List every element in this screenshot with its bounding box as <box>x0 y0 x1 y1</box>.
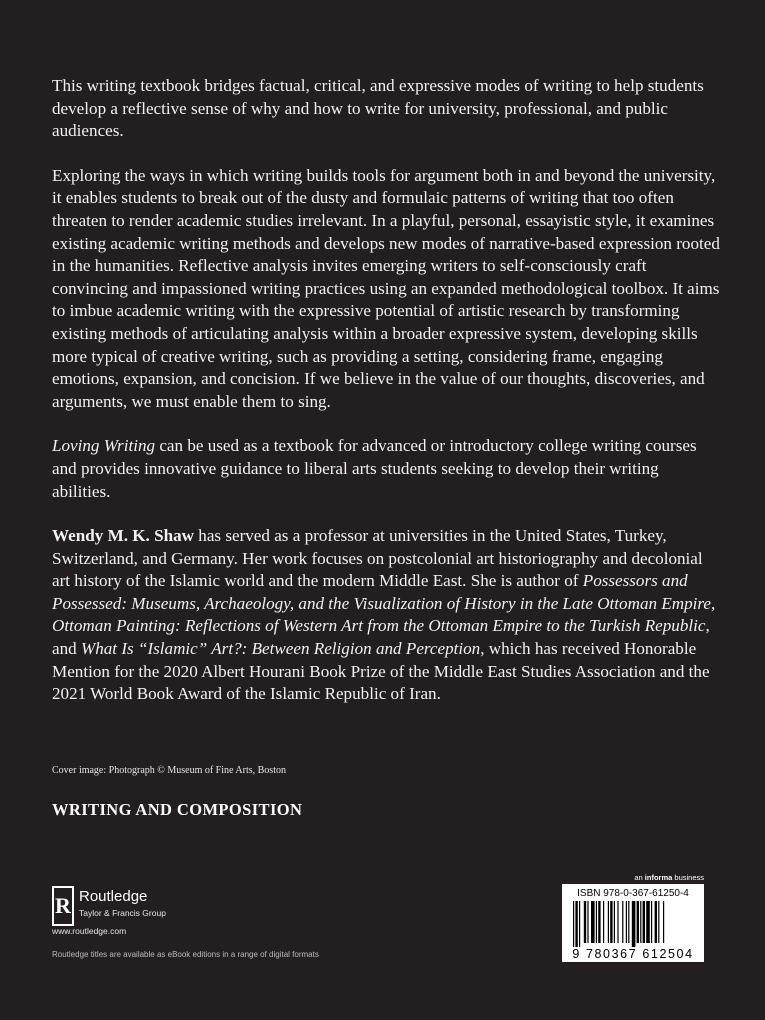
barcode-digits: 9 780367 612504 <box>572 947 694 961</box>
back-cover-blurb <box>52 75 720 706</box>
barcode-bar <box>643 901 645 943</box>
barcode-bar <box>596 901 597 943</box>
cover-image-credit: Cover image: Photograph © Museum of Fine Arts, Boston <box>52 765 286 776</box>
blurb-paragraph-2: Exploring the ways in which writing builds tools for argument both in and beyond the university, it enables students to break out of the dusty and formulaic patterns of writing that too often threaten to render academic studies irrelevant. In a playful, personal, essayistic style, it examines existing academic writing methods and develops new modes of narrative-based expression rooted in the humanities. Reflective analysis invites emerging writers to self-consciously craft convincing and impassioned writing practices using an expanded methodological toolbox. It aims to imbue academic writing with the expressive potential of artistic research by transforming existing methods of articulating analysis within a broader expressive system, developing skills more typical of creative writing, such as providing a setting, considering frame, engaging emotions, expansion, and concision. If we believe in the value of our thoughts, discoveries, and arguments, we must enable them to sing. <box>52 165 720 411</box>
barcode-bar <box>614 901 615 943</box>
blurb-paragraph-3 <box>52 435 720 503</box>
author-name: Wendy M. K. Shaw <box>52 526 194 546</box>
book-title: Loving Writing <box>52 436 156 456</box>
barcode-bar <box>637 901 639 943</box>
barcode-bar <box>591 901 595 943</box>
barcode-bars <box>573 901 693 947</box>
barcode-bar <box>579 901 580 947</box>
barcode-bar <box>575 901 577 947</box>
routledge-logo <box>52 886 192 926</box>
barcode-bar <box>632 901 636 947</box>
barcode-bar <box>640 901 641 943</box>
routledge-logo-icon <box>52 886 74 926</box>
publisher-group: Taylor & Francis Group <box>79 908 166 918</box>
barcode-bar <box>610 901 612 943</box>
barcode-bar <box>603 901 604 943</box>
informa-tagline <box>634 873 704 882</box>
barcode-bar <box>663 901 664 943</box>
barcode-bar <box>622 901 623 943</box>
bio-connector: , and <box>52 616 710 659</box>
barcode-bar <box>584 901 586 943</box>
bio-book-title-2: What Is “Islamic” Art?: Between Religion and Perception <box>80 639 481 659</box>
isbn-number: ISBN 978-0-367-61250-4 <box>577 888 689 899</box>
barcode-bar <box>651 901 652 943</box>
informa-word: informa <box>644 873 673 882</box>
barcode-bar <box>658 901 659 943</box>
barcode-bar <box>608 901 609 943</box>
blurb-paragraph-1: This writing textbook bridges factual, critical, and expressive modes of writing to help students develop a reflective sense of why and how to write for university, professional, and public audiences. <box>52 76 704 141</box>
subject-category: WRITING AND COMPOSITION <box>52 800 303 819</box>
isbn-barcode <box>562 884 704 962</box>
barcode-bar <box>617 901 618 943</box>
barcode-bar <box>626 901 627 943</box>
bio-book-titles: Possessors and Possessed: Museums, Archaeology, and the Visualization of History in the Late Ottoman Empire, Ottoman Painting: Reflections of Western Art from the Ottoman Empire to the Turkish Republic <box>52 571 716 636</box>
bio-intro: has served as a professor at universities in the United States, Turkey, Switzerland, and Germany. Her work focuses on postcolonial art historiography and decolonial art history of the Islamic world and the modern Middle East. She is author of <box>52 526 703 591</box>
informa-suffix: business <box>672 873 704 882</box>
barcode-bar <box>655 901 657 943</box>
logo-letter: R <box>55 893 71 918</box>
informa-prefix: an <box>634 873 645 882</box>
bio-outro: , which has received Honorable Mention for the 2020 Albert Hourani Book Prize of the Middle East Studies Association and the 2021 World Book Award of the Islamic Republic of Iran. <box>52 639 710 704</box>
barcode-bar <box>628 901 629 943</box>
barcode-bar <box>598 901 600 943</box>
ebook-note: Routledge titles are available as eBook editions in a range of digital formats <box>52 950 319 959</box>
barcode-bar <box>573 901 574 947</box>
author-bio <box>52 525 720 706</box>
barcode-bar <box>646 901 650 943</box>
publisher-url[interactable]: www.routledge.com <box>52 926 127 936</box>
publisher-name: Routledge <box>79 888 148 905</box>
blurb-paragraph-3-text: can be used as a textbook for advanced or introductory college writing courses and provides innovative guidance to liberal arts students seeking to develop their writing abilities. <box>52 436 697 501</box>
barcode-bar <box>587 901 588 943</box>
